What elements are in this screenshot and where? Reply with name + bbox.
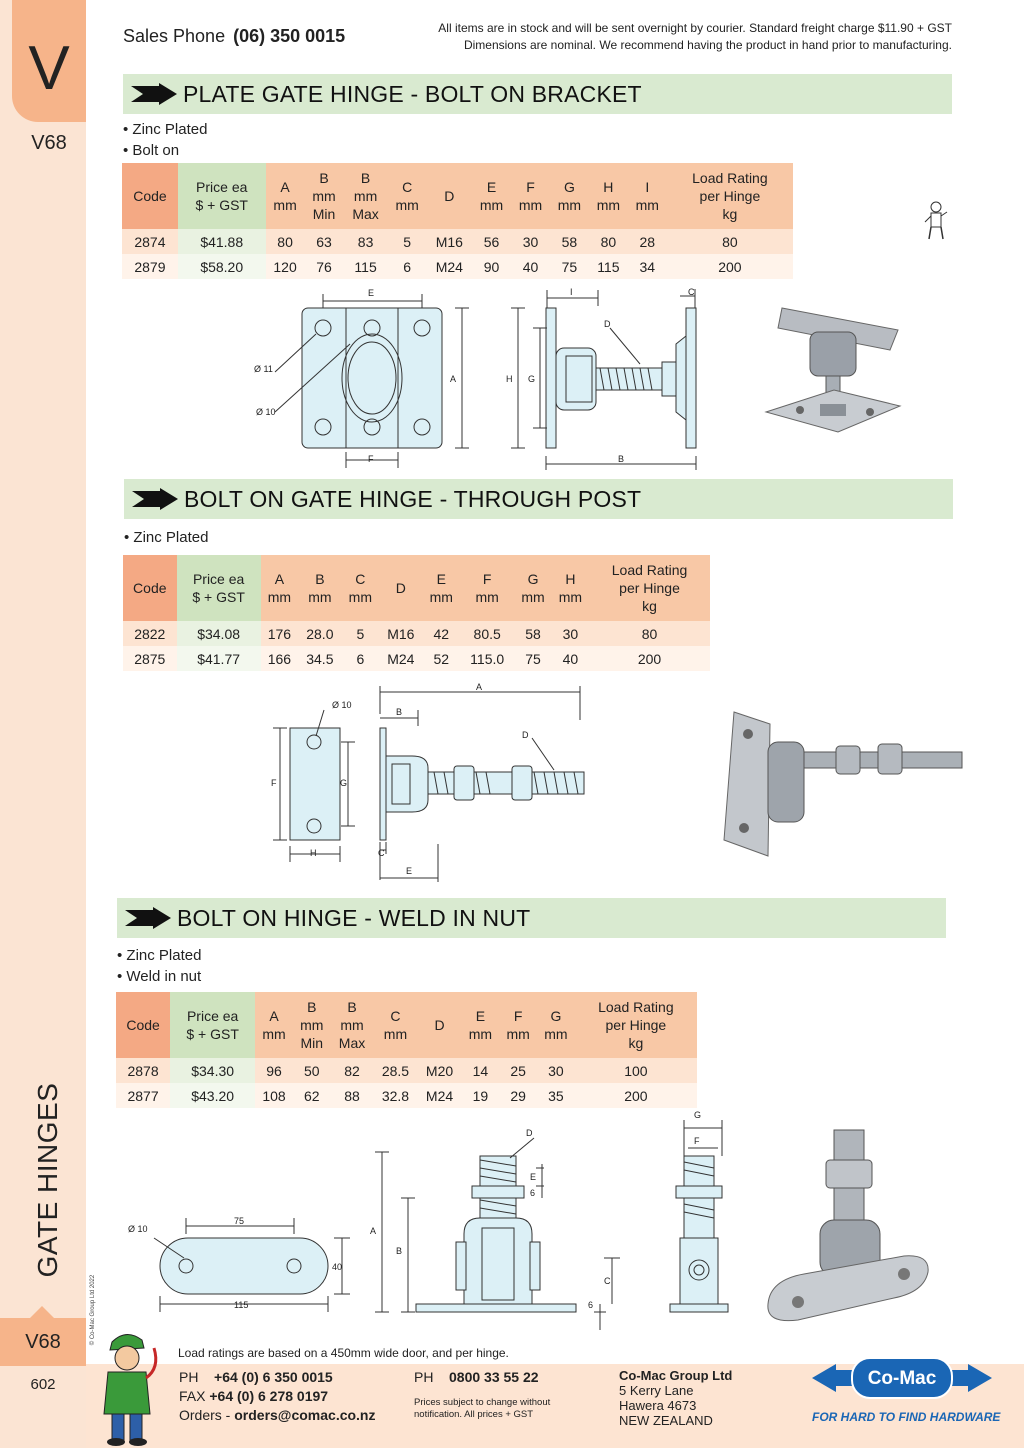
column-header: B mm Max — [344, 163, 388, 229]
table-row — [123, 646, 710, 671]
column-header: B mm Min — [305, 163, 344, 229]
category-code-top: V68 — [31, 132, 67, 154]
table-cell: M20 — [418, 1058, 462, 1083]
table-cell: 52 — [423, 646, 460, 671]
table-cell: $34.30 — [170, 1058, 255, 1083]
column-header: Code — [116, 992, 170, 1058]
mascot-small-icon — [924, 200, 948, 240]
table-cell: 2822 — [123, 621, 177, 646]
table-cell: 56 — [472, 229, 511, 254]
table-cell: M16 — [379, 621, 423, 646]
table-header-row — [122, 163, 793, 229]
product-photo-plate-hinge — [760, 300, 910, 440]
dim-label: I — [570, 287, 573, 297]
table-cell: 115.0 — [460, 646, 514, 671]
table-cell: 80 — [589, 621, 710, 646]
column-header: D — [418, 992, 462, 1058]
address-line: NEW ZEALAND — [619, 1413, 713, 1428]
dim-label: C — [378, 848, 385, 858]
column-header: Load Rating per Hinge kg — [575, 992, 697, 1058]
dim-label: Ø 10 — [332, 700, 352, 710]
sales-phone — [123, 26, 345, 47]
table-row — [123, 621, 710, 646]
arrow-icon — [125, 907, 171, 929]
bullets-1 — [123, 119, 207, 161]
address-line: 5 Kerry Lane — [619, 1383, 694, 1398]
prices-note-2: notification. All prices + GST — [414, 1409, 534, 1420]
dim-label: 6 — [530, 1188, 536, 1198]
column-header: B mm Min — [293, 992, 331, 1058]
freephone-number[interactable]: 0800 33 55 22 — [449, 1369, 539, 1385]
dim-label: 40 — [332, 1262, 343, 1272]
table-cell: 80 — [266, 229, 305, 254]
bullet-item: • Zinc Plated — [123, 121, 208, 138]
dim-label: C — [688, 287, 695, 297]
table-cell: $41.77 — [177, 646, 261, 671]
column-header: Code — [123, 555, 177, 621]
bullet-item: • Weld in nut — [117, 968, 202, 985]
table-cell: 5 — [342, 621, 379, 646]
table-cell: 30 — [537, 1058, 575, 1083]
section-title-1: PLATE GATE HINGE - BOLT ON BRACKET — [183, 80, 642, 107]
table-cell: 2875 — [123, 646, 177, 671]
dim-label: Ø 10 — [128, 1224, 148, 1234]
dim-label: Ø 10 — [256, 407, 276, 417]
table-cell: 100 — [575, 1058, 697, 1083]
table-cell: 28.0 — [298, 621, 342, 646]
table-cell: 2874 — [122, 229, 178, 254]
table-cell: 120 — [266, 254, 305, 279]
drawing-through-post-hinge — [262, 684, 592, 884]
address-line: Hawera 4673 — [619, 1398, 697, 1413]
arrow-icon — [132, 488, 178, 510]
table-cell: 29 — [499, 1083, 537, 1108]
dim-label: B — [396, 707, 403, 717]
prices-note-1: Prices subject to change without — [414, 1397, 551, 1408]
column-header: Load Rating per Hinge kg — [589, 555, 710, 621]
dim-label: G — [528, 374, 536, 384]
table-cell: 176 — [261, 621, 298, 646]
category-code-bottom: V68 — [0, 1318, 86, 1366]
table-cell: M16 — [427, 229, 472, 254]
dim-label: Ø 11 — [254, 364, 273, 374]
column-header: F mm — [499, 992, 537, 1058]
column-header: B mm — [298, 555, 342, 621]
phone-number[interactable]: +64 (0) 6 350 0015 — [214, 1369, 333, 1385]
column-header: A mm — [261, 555, 298, 621]
page-number: 602 — [30, 1376, 56, 1393]
fax-label: FAX — [179, 1388, 206, 1404]
notice-line-2: Dimensions are nominal. We recommend having the product in hand prior to manufacturing. — [463, 38, 952, 52]
table-cell: 200 — [575, 1083, 697, 1108]
sales-label: Sales Phone — [123, 26, 226, 46]
section-header-2 — [124, 479, 953, 519]
section-title-3: BOLT ON HINGE - WELD IN NUT — [177, 904, 531, 931]
table-cell: 58 — [514, 621, 551, 646]
table-cell: 6 — [342, 646, 379, 671]
column-header: G mm — [514, 555, 551, 621]
drawing-plate-gate-hinge — [250, 284, 720, 474]
table-cell: 58 — [550, 229, 589, 254]
table-cell: 88 — [331, 1083, 374, 1108]
dim-label: F — [694, 1136, 700, 1146]
table-cell: 200 — [667, 254, 793, 279]
section-title-2: BOLT ON GATE HINGE - THROUGH POST — [184, 485, 642, 512]
table-cell: $41.88 — [178, 229, 266, 254]
section-header-1 — [123, 74, 952, 114]
dim-label: D — [604, 319, 611, 329]
table-cell: 90 — [472, 254, 511, 279]
table-cell: 5 — [388, 229, 427, 254]
table-cell: 28.5 — [373, 1058, 417, 1083]
table-cell: $43.20 — [170, 1083, 255, 1108]
table-cell: 2877 — [116, 1083, 170, 1108]
table-cell: 30 — [552, 621, 589, 646]
copyright-text: © Co-Mac Group Ltd 2022 — [90, 1274, 96, 1346]
spec-table-1 — [122, 163, 793, 279]
drawing-weld-in-nut-hinge — [124, 1108, 734, 1338]
column-header: Price ea $ + GST — [178, 163, 266, 229]
bullet-item: • Zinc Plated — [117, 947, 202, 964]
column-header: D — [427, 163, 472, 229]
table-row — [122, 254, 793, 279]
column-header: A mm — [255, 992, 293, 1058]
spec-table-3 — [116, 992, 697, 1108]
fax-number: +64 (0) 6 278 0197 — [209, 1388, 329, 1404]
bullets-2 — [124, 527, 208, 548]
dim-label: E — [530, 1172, 537, 1182]
mascot-icon — [94, 1328, 160, 1448]
column-header: F mm — [511, 163, 550, 229]
table-cell: 30 — [511, 229, 550, 254]
dim-label: E — [406, 866, 413, 876]
column-header: Load Rating per Hinge kg — [667, 163, 793, 229]
dim-label: F — [368, 454, 374, 464]
column-header: E mm — [423, 555, 460, 621]
table-row — [116, 1058, 697, 1083]
table-cell: 166 — [261, 646, 298, 671]
category-title-vertical: GATE HINGES — [32, 1082, 63, 1278]
table-header-row — [123, 555, 710, 621]
table-cell: 14 — [462, 1058, 500, 1083]
table-cell: 200 — [589, 646, 710, 671]
column-header: H mm — [589, 163, 628, 229]
column-header: G mm — [537, 992, 575, 1058]
comac-logo — [812, 1356, 992, 1406]
table-cell: 32.8 — [373, 1083, 417, 1108]
table-cell: 50 — [293, 1058, 331, 1083]
bullets-3 — [117, 945, 201, 987]
table-cell: 108 — [255, 1083, 293, 1108]
logo-text: Co-Mac — [867, 1368, 937, 1389]
table-cell: 42 — [423, 621, 460, 646]
dim-label: 115 — [234, 1300, 249, 1310]
dim-label: B — [618, 454, 625, 464]
company-name: Co-Mac Group Ltd — [619, 1368, 733, 1383]
dim-label: H — [310, 848, 317, 858]
section-header-3 — [117, 898, 946, 938]
table-header-row — [116, 992, 697, 1058]
product-photo-weld-in-nut-hinge — [764, 1124, 934, 1324]
column-header: A mm — [266, 163, 305, 229]
dim-label: F — [271, 778, 277, 788]
table-cell: 76 — [305, 254, 344, 279]
freephone-column — [414, 1368, 550, 1421]
column-header: B mm Max — [331, 992, 374, 1058]
dim-label: G — [694, 1110, 702, 1120]
column-header: D — [379, 555, 423, 621]
table-cell: 34 — [628, 254, 667, 279]
spec-table-2 — [123, 555, 710, 671]
table-cell: 115 — [589, 254, 628, 279]
column-header: H mm — [552, 555, 589, 621]
table-row — [122, 229, 793, 254]
column-header: G mm — [550, 163, 589, 229]
bullet-item: • Zinc Plated — [124, 529, 209, 546]
dim-label: A — [476, 682, 483, 692]
table-cell: 80 — [667, 229, 793, 254]
dim-label: G — [340, 778, 348, 788]
table-cell: 2878 — [116, 1058, 170, 1083]
column-header: I mm — [628, 163, 667, 229]
column-header: Price ea $ + GST — [170, 992, 255, 1058]
address-column — [619, 1368, 732, 1428]
product-photo-through-post-hinge — [718, 708, 968, 858]
category-letter: V — [28, 34, 70, 103]
dim-label: C — [604, 1276, 611, 1286]
load-rating-note: Load ratings are based on a 450mm wide door, and per hinge. — [178, 1346, 509, 1360]
bullet-item: • Bolt on — [123, 142, 180, 159]
column-header: Code — [122, 163, 178, 229]
dim-label: 6 — [588, 1300, 594, 1310]
table-cell: 115 — [344, 254, 388, 279]
column-header: E mm — [462, 992, 500, 1058]
ph2-label: PH — [414, 1369, 434, 1385]
orders-email[interactable]: orders@comac.co.nz — [234, 1407, 376, 1423]
table-cell: 75 — [514, 646, 551, 671]
table-cell: 28 — [628, 229, 667, 254]
dim-label: B — [396, 1246, 403, 1256]
table-cell: 83 — [344, 229, 388, 254]
column-header: C mm — [373, 992, 417, 1058]
table-cell: 96 — [255, 1058, 293, 1083]
table-cell: 82 — [331, 1058, 374, 1083]
dim-label: E — [368, 288, 375, 298]
table-cell: 75 — [550, 254, 589, 279]
table-cell: 63 — [305, 229, 344, 254]
notice-line-1: All items are in stock and will be sent overnight by courier. Standard freight charge $11.90 + GST — [438, 21, 952, 35]
shipping-notice — [438, 20, 952, 54]
dim-label: A — [370, 1226, 377, 1236]
table-cell: 6 — [388, 254, 427, 279]
ph-label: PH — [179, 1369, 199, 1385]
table-cell: $58.20 — [178, 254, 266, 279]
table-cell: M24 — [379, 646, 423, 671]
dim-label: A — [450, 374, 457, 384]
table-cell: M24 — [418, 1083, 462, 1108]
table-cell: 25 — [499, 1058, 537, 1083]
sales-number[interactable]: (06) 350 0015 — [233, 26, 346, 46]
column-header: E mm — [472, 163, 511, 229]
table-cell: 35 — [537, 1083, 575, 1108]
table-cell: 34.5 — [298, 646, 342, 671]
tagline: FOR HARD TO FIND HARDWARE — [812, 1410, 1001, 1424]
arrow-icon — [131, 83, 177, 105]
column-header: F mm — [460, 555, 514, 621]
table-cell: 80.5 — [460, 621, 514, 646]
table-cell: $34.08 — [177, 621, 261, 646]
dim-label: 75 — [234, 1216, 245, 1226]
dim-label: D — [522, 730, 529, 740]
table-cell: M24 — [427, 254, 472, 279]
dim-label: D — [526, 1128, 533, 1138]
table-row — [116, 1083, 697, 1108]
column-header: C mm — [342, 555, 379, 621]
column-header: C mm — [388, 163, 427, 229]
table-cell: 19 — [462, 1083, 500, 1108]
dim-label: H — [506, 374, 513, 384]
contact-column — [179, 1368, 376, 1425]
table-cell: 40 — [552, 646, 589, 671]
table-cell: 2879 — [122, 254, 178, 279]
table-cell: 62 — [293, 1083, 331, 1108]
column-header: Price ea $ + GST — [177, 555, 261, 621]
table-cell: 80 — [589, 229, 628, 254]
orders-label: Orders - — [179, 1407, 231, 1423]
table-cell: 40 — [511, 254, 550, 279]
